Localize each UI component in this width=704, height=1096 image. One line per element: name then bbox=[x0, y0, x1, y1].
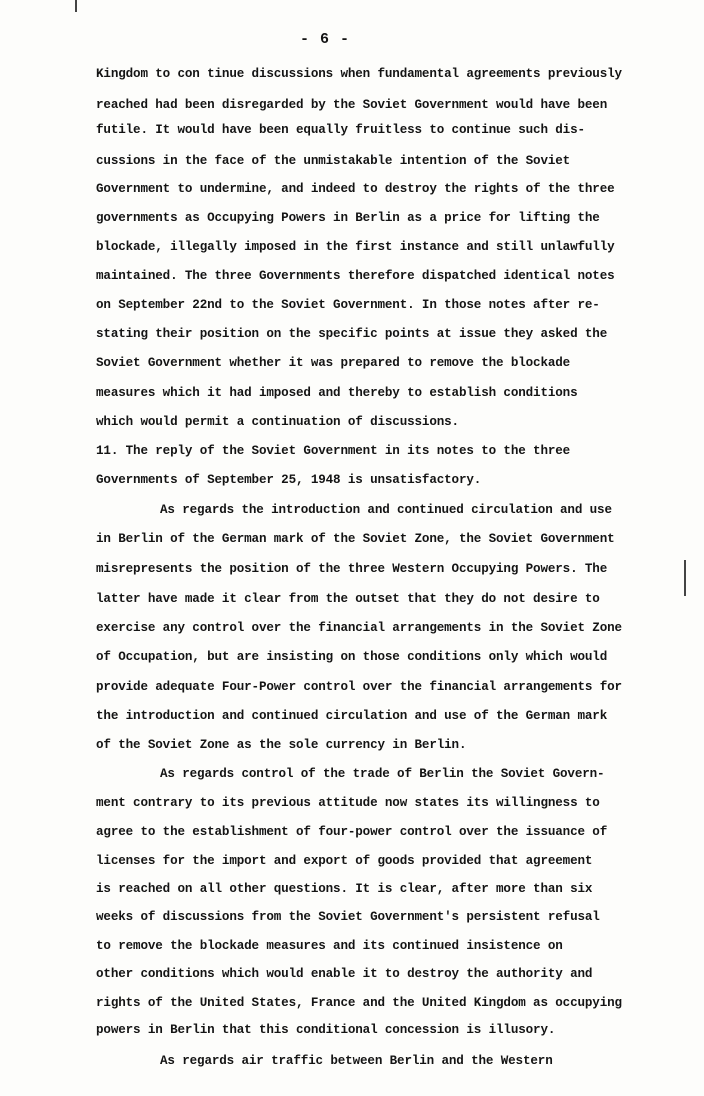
text-line: blockade, illegally imposed in the first instance and still unlawfully bbox=[96, 240, 615, 254]
text-line: is reached on all other questions. It is clear, after more than six bbox=[96, 882, 593, 896]
text-line: measures which it had imposed and thereby to establish conditions bbox=[96, 386, 578, 400]
text-line: in Berlin of the German mark of the Soviet Zone, the Soviet Government bbox=[96, 532, 615, 546]
text-line: Soviet Government whether it was prepared to remove the blockade bbox=[96, 356, 571, 370]
page-number: - 6 - bbox=[299, 31, 350, 48]
text-line: stating their position on the specific points at issue they asked the bbox=[96, 327, 608, 341]
scan-mark-right bbox=[684, 560, 686, 596]
paragraph-start-line: As regards the introduction and continued circulation and use bbox=[160, 503, 612, 517]
text-line: on September 22nd to the Soviet Government. In those notes after re- bbox=[96, 298, 600, 312]
text-line: governments as Occupying Powers in Berlin as a price for lifting the bbox=[96, 211, 600, 225]
text-line: cussions in the face of the unmistakable intention of the Soviet bbox=[96, 154, 571, 168]
text-line: other conditions which would enable it to destroy the authority and bbox=[96, 967, 593, 981]
text-line: weeks of discussions from the Soviet Government's persistent refusal bbox=[96, 910, 600, 924]
paragraph-start-line: As regards air traffic between Berlin and the Western bbox=[160, 1054, 553, 1068]
text-line: Governments of September 25, 1948 is unsatisfactory. bbox=[96, 473, 482, 487]
text-line: of Occupation, but are insisting on those conditions only which would bbox=[96, 650, 608, 664]
text-line: licenses for the import and export of goods provided that agreement bbox=[96, 854, 593, 868]
text-line: latter have made it clear from the outset that they do not desire to bbox=[96, 592, 600, 606]
text-line: futile. It would have been equally fruitless to continue such dis- bbox=[96, 123, 585, 137]
paragraph-number-11-line: 11. The reply of the Soviet Government in its notes to the three bbox=[96, 444, 571, 458]
text-line: ment contrary to its previous attitude now states its willingness to bbox=[96, 796, 600, 810]
scan-mark-top bbox=[75, 0, 77, 12]
text-line: misrepresents the position of the three Western Occupying Powers. The bbox=[96, 562, 608, 576]
text-line: reached had been disregarded by the Soviet Government would have been bbox=[96, 98, 608, 112]
text-line: exercise any control over the financial arrangements in the Soviet Zone bbox=[96, 621, 622, 635]
paragraph-start-line: As regards control of the trade of Berlin the Soviet Govern- bbox=[160, 767, 605, 781]
text-line: maintained. The three Governments therefore dispatched identical notes bbox=[96, 269, 615, 283]
text-line: of the Soviet Zone as the sole currency in Berlin. bbox=[96, 738, 467, 752]
text-line: agree to the establishment of four-power control over the issuance of bbox=[96, 825, 608, 839]
text-line: Government to undermine, and indeed to destroy the rights of the three bbox=[96, 182, 615, 196]
text-line: to remove the blockade measures and its continued insistence on bbox=[96, 939, 563, 953]
text-line: the introduction and continued circulation and use of the German mark bbox=[96, 709, 608, 723]
text-line: Kingdom to con tinue discussions when fundamental agreements previously bbox=[96, 67, 622, 81]
text-line: rights of the United States, France and the United Kingdom as occupying bbox=[96, 996, 622, 1010]
text-line: powers in Berlin that this conditional concession is illusory. bbox=[96, 1023, 556, 1037]
text-line: which would permit a continuation of discussions. bbox=[96, 415, 459, 429]
text-line: provide adequate Four-Power control over the financial arrangements for bbox=[96, 680, 622, 694]
